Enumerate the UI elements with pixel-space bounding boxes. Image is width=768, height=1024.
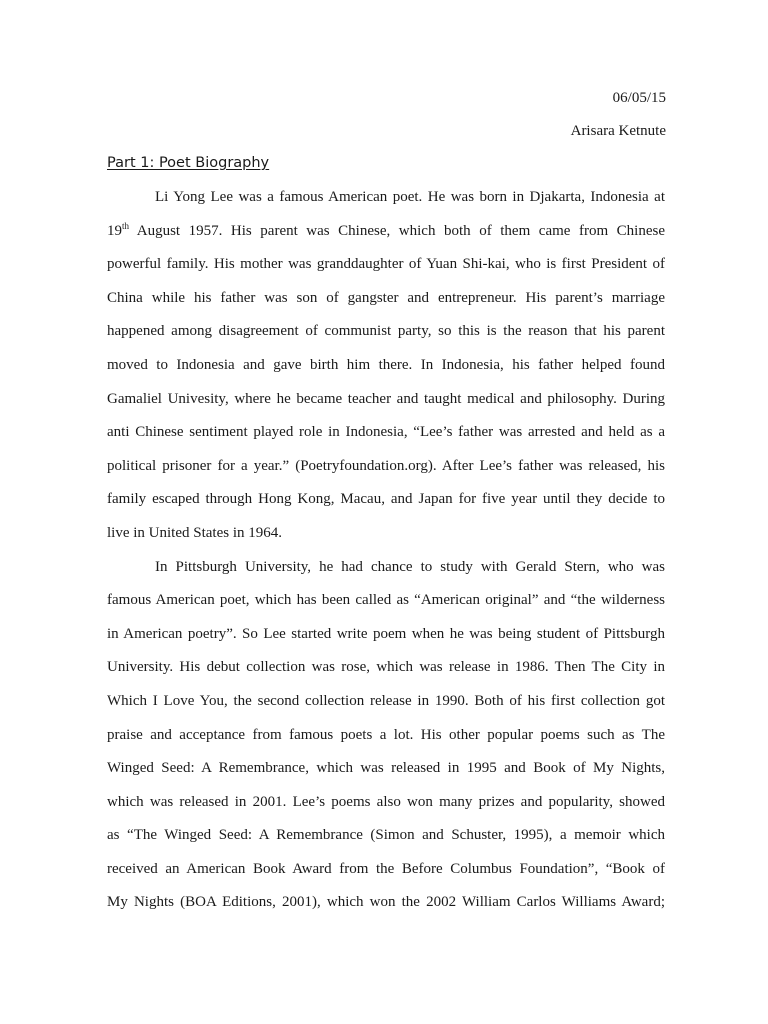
paragraph-1-line	[107, 219, 665, 253]
paragraph-1-line: Gamaliel Univesity, where he became teacher and taught medical and philosophy. During	[107, 390, 665, 407]
paragraph-1-line: political prisoner for a year.” (Poetryfoundation.org). After Lee’s father was released, his	[107, 457, 665, 474]
paragraph-2-line: Which I Love You, the second collection release in 1990. Both of his first collection got	[107, 692, 665, 709]
document-date: 06/05/15	[612, 90, 666, 106]
paragraph-2-line: My Nights (BOA Editions, 2001), which won the 2002 William Carlos Williams Award;	[107, 894, 665, 911]
paragraph-2-line: praise and acceptance from famous poets a lot. His other popular poems such as The	[107, 726, 665, 743]
author-name: Arisara Ketnute	[570, 123, 666, 139]
paragraph-1-line: live in United States in 1964.	[107, 524, 282, 541]
paragraph-2-line: as “The Winged Seed: A Remembrance (Simon and Schuster, 1995), a memoir which	[107, 827, 665, 844]
paragraph-2-line: In Pittsburgh University, he had chance to study with Gerald Stern, who was	[155, 558, 665, 575]
paragraph-2-line: received an American Book Award from the Before Columbus Foundation”, “Book of	[107, 860, 665, 877]
paragraph-2-line: in American poetry”. So Lee started write poem when he was being student of Pittsburgh	[107, 625, 665, 642]
paragraph-1-line: family escaped through Hong Kong, Macau, and Japan for five year until they decide to	[107, 491, 665, 508]
paragraph-2-line: University. His debut collection was rose, which was release in 1986. Then The City in	[107, 659, 665, 676]
ordinal-suffix: th	[122, 220, 130, 231]
paragraph-2-line: famous American poet, which has been called as “American original” and “the wilderness	[107, 592, 665, 609]
date-rest: August 1957. His parent was Chinese, which both of them came from Chinese	[129, 222, 665, 239]
paragraph-2-line: Winged Seed: A Remembrance, which was released in 1995 and Book of My Nights,	[107, 760, 665, 777]
paragraph-1-line: powerful family. His mother was granddaughter of Yuan Shi-kai, who is first President of	[107, 256, 665, 273]
document-body	[107, 185, 665, 924]
paragraph-1-line: happened among disagreement of communist party, so this is the reason that his parent	[107, 323, 665, 340]
paragraph-1-line: Li Yong Lee was a famous American poet. He was born in Djakarta, Indonesia at	[155, 189, 665, 205]
section-heading: Part 1: Poet Biography	[107, 155, 270, 171]
paragraph-1-line: anti Chinese sentiment played role in Indonesia, “Lee’s father was arrested and held as a	[107, 424, 665, 441]
paragraph-2-line: which was released in 2001. Lee’s poems also won many prizes and popularity, showed	[107, 793, 665, 810]
paragraph-1-line: China while his father was son of gangster and entrepreneur. His parent’s marriage	[107, 289, 665, 306]
paragraph-1-line: moved to Indonesia and gave birth him there. In Indonesia, his father helped found	[107, 356, 665, 373]
day-number: 19	[107, 222, 122, 239]
